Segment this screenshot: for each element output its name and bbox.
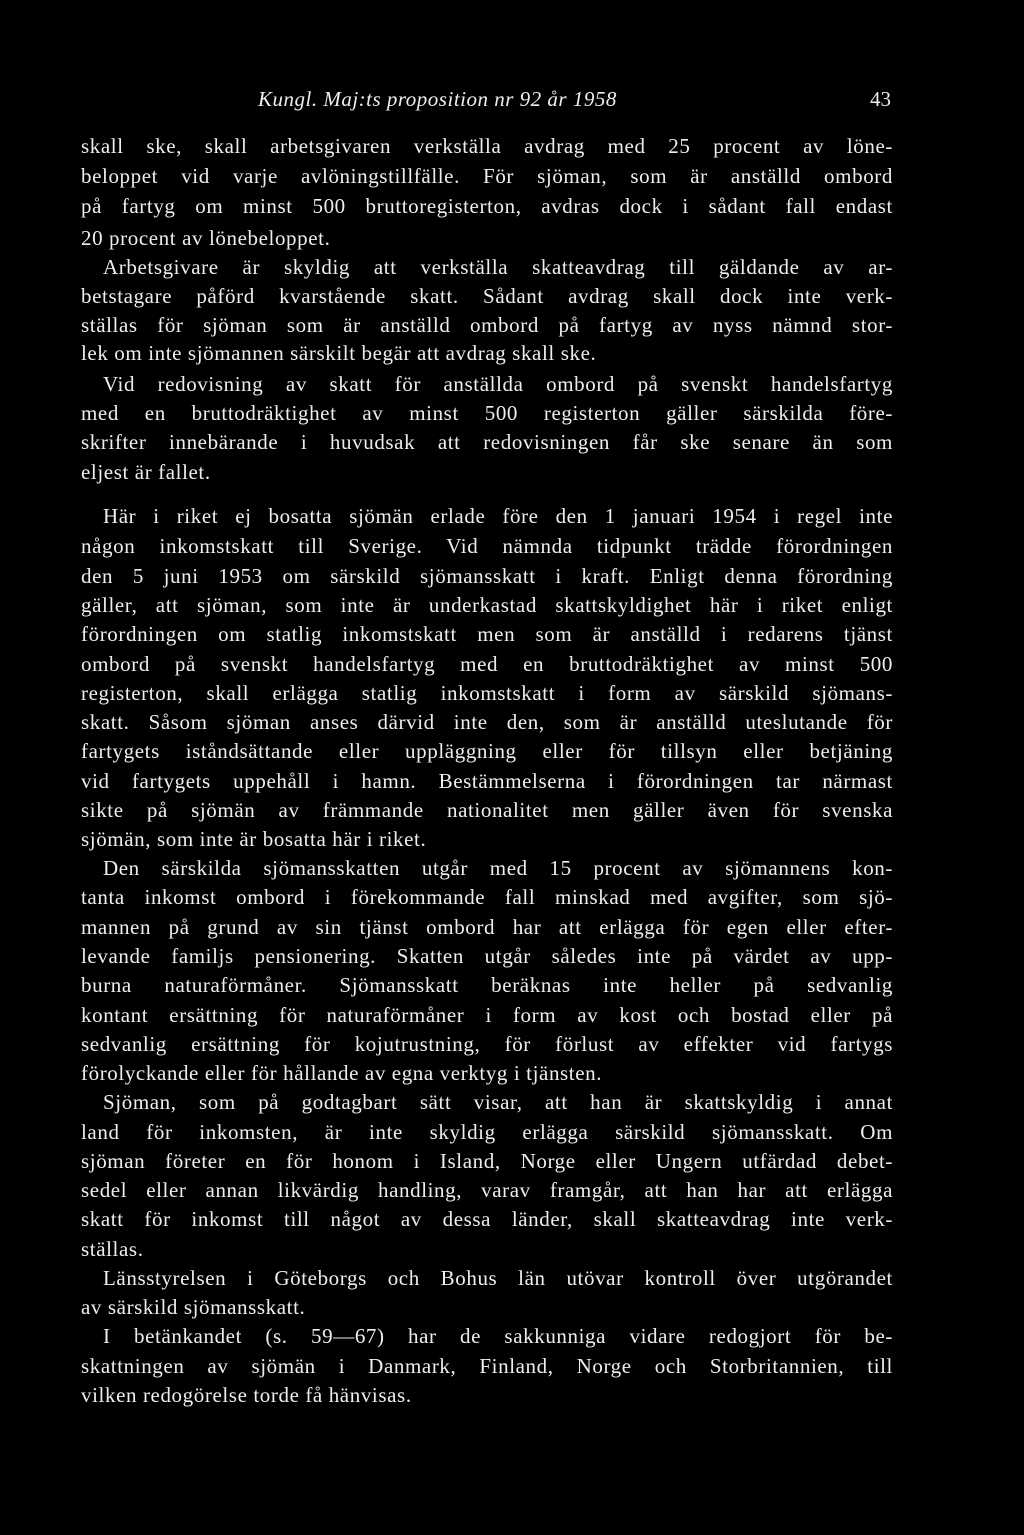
text-line: skattningen av sjömän i Danmark, Finland, Norge och Storbritannien, till <box>81 1354 893 1378</box>
text-line: av särskild sjömansskatt. <box>81 1295 306 1319</box>
text-line: Här i riket ej bosatta sjömän erlade före den 1 januari 1954 i regel inte <box>103 504 893 528</box>
text-line: vilken redogörelse torde få hänvisas. <box>81 1383 412 1407</box>
running-title: Kungl. Maj:ts proposition nr 92 år 1958 <box>258 87 617 111</box>
text-line: skrifter innebärande i huvudsak att redovisningen får ske senare än som <box>81 430 893 454</box>
text-line: skall ske, skall arbetsgivaren verkställa avdrag med 25 procent av löne- <box>81 134 893 158</box>
text-line: sikte på sjömän av främmande nationalitet men gäller även för svenska <box>81 798 893 822</box>
text-line: Sjöman, som på godtagbart sätt visar, att han är skattskyldig i annat <box>103 1090 893 1114</box>
text-line: vid fartygets uppehåll i hamn. Bestämmelserna i förordningen tar närmast <box>81 769 893 793</box>
text-line: registerton, skall erlägga statlig inkomstskatt i form av särskild sjömans- <box>81 681 893 705</box>
text-line: kontant ersättning för naturaförmåner i form av kost och bostad eller på <box>81 1003 893 1027</box>
text-line: sedvanlig ersättning för kojutrustning, för förlust av effekter vid fartygs <box>81 1032 893 1056</box>
text-line: förolyckande eller för hållande av egna verktyg i tjänsten. <box>81 1061 603 1085</box>
text-line: sjöman företer en för honom i Island, Norge eller Ungern utfärdad debet- <box>81 1149 893 1173</box>
text-line: ställas för sjöman som är anställd ombord på fartyg av nyss nämnd stor- <box>81 313 893 337</box>
text-line: Den särskilda sjömansskatten utgår med 15 procent av sjömannens kon- <box>103 856 893 880</box>
text-line: I betänkandet (s. 59—67) har de sakkunniga vidare redogjort för be- <box>103 1324 893 1348</box>
text-line: skatt för inkomst till något av dessa länder, skall skatteavdrag inte verk- <box>81 1207 893 1231</box>
text-line: Vid redovisning av skatt för anställda ombord på svenskt handelsfartyg <box>103 372 893 396</box>
text-line: mannen på grund av sin tjänst ombord har att erlägga för egen eller efter- <box>81 915 893 939</box>
text-line: sjömän, som inte är bosatta här i riket. <box>81 827 427 851</box>
text-line: ombord på svenskt handelsfartyg med en bruttodräktighet av minst 500 <box>81 652 893 676</box>
text-line: sedel eller annan likvärdig handling, varav framgår, att han har att erlägga <box>81 1178 893 1202</box>
text-line: burna naturaförmåner. Sjömansskatt beräknas inte heller på sedvanlig <box>81 973 893 997</box>
text-line: på fartyg om minst 500 bruttoregisterton, avdras dock i sådant fall endast <box>81 194 893 218</box>
text-line: lek om inte sjömannen särskilt begär att avdrag skall ske. <box>81 341 597 365</box>
text-line: Länsstyrelsen i Göteborgs och Bohus län utövar kontroll över utgörandet <box>103 1266 893 1290</box>
text-line: land för inkomsten, är inte skyldig erlägga särskild sjömansskatt. Om <box>81 1120 893 1144</box>
text-line: skatt. Såsom sjöman anses därvid inte den, som är anställd uteslutande för <box>81 710 893 734</box>
text-line: Arbetsgivare är skyldig att verkställa skatteavdrag till gäldande av ar- <box>103 255 893 279</box>
text-line: med en bruttodräktighet av minst 500 registerton gäller särskilda före- <box>81 401 893 425</box>
text-line: 20 procent av lönebeloppet. <box>81 226 331 250</box>
text-line: betstagare påförd kvarstående skatt. Sådant avdrag skall dock inte verk- <box>81 284 893 308</box>
text-line: den 5 juni 1953 om särskild sjömansskatt i kraft. Enligt denna förordning <box>81 564 893 588</box>
text-line: någon inkomstskatt till Sverige. Vid nämnda tidpunkt trädde förordningen <box>81 534 893 558</box>
text-line: beloppet vid varje avlöningstillfälle. För sjöman, som är anställd ombord <box>81 164 893 188</box>
text-line: eljest är fallet. <box>81 460 211 484</box>
text-line: tanta inkomst ombord i förekommande fall minskad med avgifter, som sjö- <box>81 885 893 909</box>
text-line: gäller, att sjöman, som inte är underkastad skattskyldighet här i riket enligt <box>81 593 893 617</box>
text-line: ställas. <box>81 1237 144 1261</box>
text-line: fartygets iståndsättande eller uppläggning eller för tillsyn eller betjäning <box>81 739 893 763</box>
text-line: förordningen om statlig inkomstskatt men som är anställd i redarens tjänst <box>81 622 893 646</box>
text-line: levande familjs pensionering. Skatten utgår således inte på värdet av upp- <box>81 944 893 968</box>
page-number: 43 <box>870 87 891 111</box>
